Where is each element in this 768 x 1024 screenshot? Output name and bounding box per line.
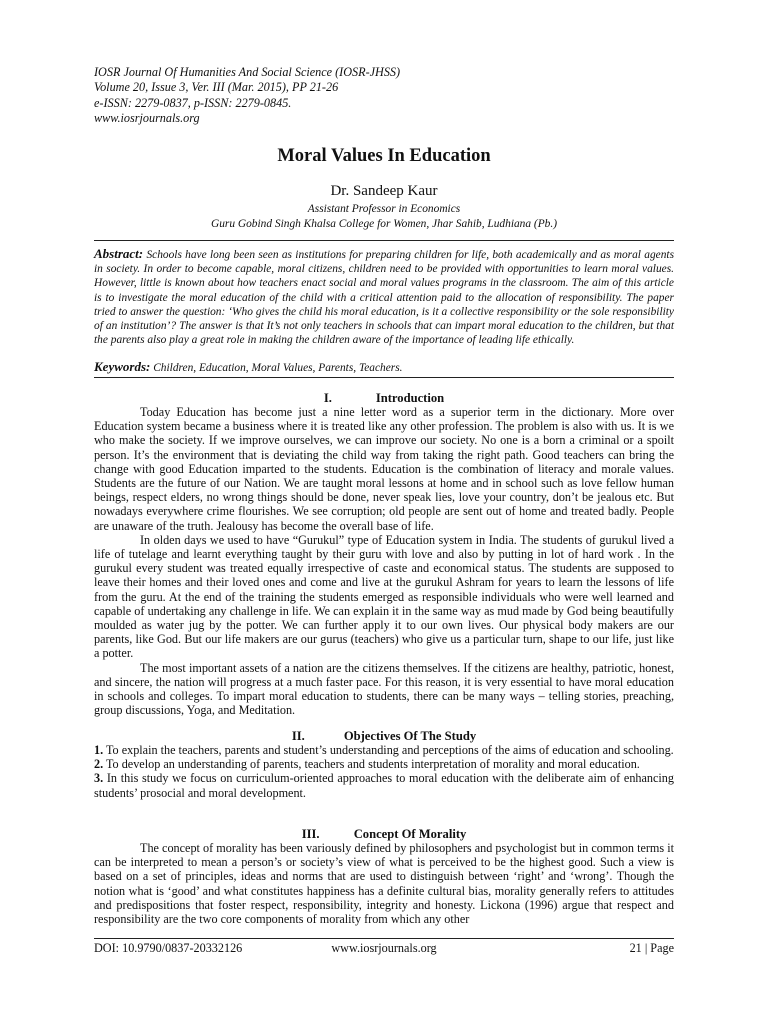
paragraph: The most important assets of a nation are the citizens themselves. If the citizens are healthy, patriotic, honest, and sincere, the nation will progress at a much faster pace. For this reason, it is very essential to have moral education in schools and colleges. To impart moral education to students, there can be many ways – telling stories, preaching, group discussions, Yoga, and Meditation. <box>94 660 674 718</box>
author-affiliation <box>0 202 768 232</box>
objective-text: To explain the teachers, parents and student’s understanding and perceptions of the aims of education and schooling. <box>105 743 674 757</box>
paragraph: The concept of morality has been variously defined by philosophers and psychologist but in common terms it can be interpreted to mean a person’s or society’s view of what is perceived to be the highest good. Such a view is based on a set of principles, ideas and norms that are used to distinguish between ‘right’ and ‘wrong’. Though the notion what is ‘good’ and what constitutes happiness has a definite cultural bias, morality generally refers to attitudes and predispositions that foster respect, responsibility, integrity and honesty. Lickona (1996) argue that respect and responsibility are the two core components of morality from which any other <box>94 841 674 927</box>
author-institution: Guru Gobind Singh Khalsa College for Women, Jhar Sahib, Ludhiana (Pb.) <box>210 217 558 230</box>
section-heading-introduction <box>0 391 768 406</box>
paragraph: Today Education has become just a nine letter word as a superior term in the dictionary. More over Education system became a business where it is treated like any other profession. The problem is also with us. It is we who make the society. If we improve ourselves, we can improve our society. No one is a born a criminal or a spoilt person. It’s the environment that is deviating the child way from taking the right path. Good teachers can bring the change with good Education imparted to the students. Education is the combination of literacy and morale values. Students are the future of our Nation. We are taught moral lessons at home and in school such as love fellow human beings, respect elders, no wrong things should be done, never speak lies, love your country, don’t be jealous etc. But nowadays everywhere crime flourishes. We see corruption; old people are sent out of home and treated badly. People are unaware of the truth. Jealousy has become the overall base of life. <box>94 405 674 533</box>
journal-volume: Volume 20, Issue 3, Ver. III (Mar. 2015), PP 21-26 <box>94 80 339 95</box>
objective-number: 3. <box>94 771 104 786</box>
journal-issn: e-ISSN: 2279-0837, p-ISSN: 2279-0845. <box>94 95 292 110</box>
objective-item <box>94 757 674 771</box>
footer-page-number: 21 | Page <box>629 941 674 955</box>
keywords-text: Children, Education, Moral Values, Parents, Teachers. <box>153 362 403 374</box>
introduction-body <box>94 405 674 717</box>
section-title: Objectives Of The Study <box>343 729 477 743</box>
abstract-bottom-rule <box>94 377 674 378</box>
author-position: Assistant Professor in Economics <box>307 203 461 215</box>
journal-header <box>94 65 694 127</box>
objective-text: To develop an understanding of parents, teachers and students interpretation of morality and moral education. <box>105 757 640 772</box>
footer-website-link[interactable]: www.iosrjournals.org <box>331 941 437 955</box>
keywords-block <box>94 360 674 375</box>
abstract-top-rule <box>94 240 674 241</box>
author-name: Dr. Sandeep Kaur <box>330 183 438 199</box>
abstract-block <box>94 247 674 347</box>
section-heading-objectives <box>0 729 768 744</box>
objective-item <box>94 743 674 757</box>
abstract-label: Abstract: <box>94 246 144 261</box>
footer-rule <box>94 938 674 939</box>
paragraph: In olden days we used to have “Gurukul” type of Education system in India. The students of gurukul lived a life of tutelage and learnt everything taught by their guru with love and also by putting in lot of hard work . In the gurukul every student was treated equally irrespective of caste and economical status. The students are supposed to leave their homes and their loved ones and come and live at the gurukul Ashram for years to learn the lessons of life from the guru. At the end of the training the students emerged as responsible individuals who were well learned and capable of undertaking any challenge in life. We can explain it in the same way as mud made by God being beautifully moulded as water jug by the potter. We can further apply it to our own lives. Our physical body makers are our parents, like God. But our life makers are our gurus (teachers) who give us a particular turn, shape to our life, just like a potter. <box>94 532 674 661</box>
journal-name: IOSR Journal Of Humanities And Social Science (IOSR-JHSS) <box>94 65 401 79</box>
section-number: II. <box>291 729 305 743</box>
keywords-label: Keywords: <box>94 359 151 374</box>
abstract-text: Schools have long been seen as institutions for preparing children for life, both academically and as moral agents in society. In order to become capable, moral citizens, children need to be provided with opportunities to learn moral values. However, little is known about how teachers enact social and moral values programs in the classroom. The aim of this article is to investigate the moral education of the child with a critical attention paid to the allocation of responsibility. The paper tried to answer the question: ‘Who gives the child his moral education, is it a collective responsibility or the sole responsibility of an institution’? The answer is that It’s not only teachers in schools that can impart moral education to the children, but that the parents also play a great role in making the children aware of the importance of leading life ethically. <box>94 249 674 347</box>
page-footer <box>94 941 674 957</box>
objective-text: In this study we focus on curriculum-oriented approaches to moral education with the deliberate aim of enhancing students’ prosocial and moral development. <box>94 771 674 800</box>
journal-website-link[interactable]: www.iosrjournals.org <box>94 111 200 126</box>
objectives-list <box>94 743 674 800</box>
footer-doi: DOI: 10.9790/0837-20332126 <box>94 941 243 955</box>
section-number: III. <box>301 827 320 841</box>
objective-item <box>94 771 674 799</box>
morality-body <box>94 841 674 926</box>
objective-number: 1. <box>94 743 104 757</box>
section-number: I. <box>323 391 332 405</box>
objective-number: 2. <box>94 757 104 772</box>
section-title: Concept Of Morality <box>353 827 467 841</box>
section-heading-morality <box>0 827 768 842</box>
paper-title: Moral Values In Education <box>277 146 491 166</box>
section-title: Introduction <box>375 391 445 405</box>
